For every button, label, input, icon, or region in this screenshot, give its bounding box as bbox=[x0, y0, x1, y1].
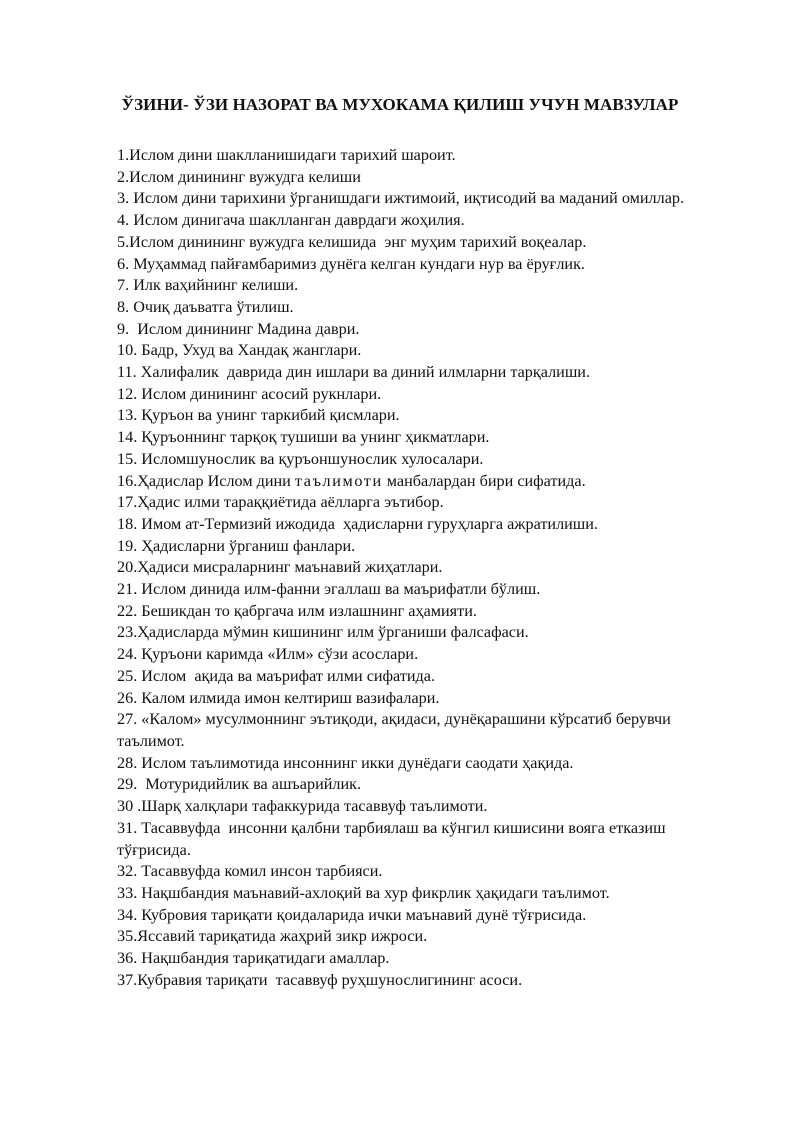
topic-item: 12. Ислом динининг асосий рукнлари. bbox=[117, 384, 382, 403]
document-title: ЎЗИНИ- ЎЗИ НАЗОРАТ ВА МУХОКАМА ҚИЛИШ УЧУН МАВЗУЛАР bbox=[121, 95, 679, 114]
topic-item: 3. Ислом дини тарихини ўрганишдаги ижтимоий, иқтисодий ва маданий омиллар. bbox=[117, 189, 685, 208]
topic-item: 24. Қуръони каримда «Илм» сўзи асослари. bbox=[117, 645, 419, 664]
topic-item: 23.Ҳадисларда мўмин кишининг илм ўрганиши фалсафаси. bbox=[117, 623, 529, 642]
topic-item: 11. Халифалик даврида дин ишлари ва диний илмларни тарқалиши. bbox=[117, 363, 591, 382]
topic-item: 17.Ҳадис илми тараққиётида аёлларга эътибор. bbox=[117, 493, 444, 512]
topic-item: 27. «Калом» мусулмоннинг эътиқоди, ақидаси, дунёқарашини кўрсатиб берувчи таълимот. bbox=[117, 710, 675, 750]
topic-item: 4. Ислом динигача шаклланган даврдаги жоҳилия. bbox=[117, 211, 465, 230]
topic-item: 6. Муҳаммад пайғамбаримиз дунёга келган кундаги нур ва ёруғлик. bbox=[117, 254, 585, 273]
topic-item: 18. Имом ат-Термизий ижодида ҳадисларни гуруҳларга ажратилиши. bbox=[117, 514, 598, 533]
topic-item: 37.Кубравия тариқати тасаввуф руҳшунослигининг асоси. bbox=[117, 970, 523, 989]
topic-item: 22. Бешикдан то қабргача илм излашнинг аҳамияти. bbox=[117, 601, 477, 620]
topics-list bbox=[117, 145, 717, 991]
topic-item: 13. Қуръон ва унинг таркибий қисмлари. bbox=[117, 406, 400, 425]
topic-item: 34. Кубровия тариқати қоидаларида ички маънавий дунё тўғрисида. bbox=[117, 905, 587, 924]
topic-item: 26. Калом илмида имон келтириш вазифалари. bbox=[117, 688, 440, 707]
topic-item: 36. Нақшбандия тариқатидаги амаллар. bbox=[117, 949, 390, 968]
topic-item: 14. Қуръоннинг тарқоқ тушиши ва унинг ҳикматлари. bbox=[117, 428, 490, 447]
topic-item: 32. Тасаввуфда комил инсон тарбияси. bbox=[117, 862, 383, 881]
topic-item: 29. Мотуридийлик ва ашъарийлик. bbox=[117, 775, 362, 794]
topic-item: 30 .Шарқ халқлари тафаккурида тасаввуф таълимоти. bbox=[117, 797, 488, 816]
topic-item: 28. Ислом таълимотида инсоннинг икки дунёдаги саодати ҳақида. bbox=[117, 753, 574, 772]
topic-item bbox=[117, 471, 717, 493]
topic-item: 7. Илк ваҳийнинг келиши. bbox=[117, 276, 299, 295]
topic-item: 9. Ислом динининг Мадина даври. bbox=[117, 319, 360, 338]
topic-item: 5.Ислом динининг вужудга келишида энг муҳим тарихий воқеалар. bbox=[117, 232, 587, 251]
topic-item: 21. Ислом динида илм-фанни эгаллаш ва маърифатли бўлиш. bbox=[117, 580, 541, 599]
topic-text-spaced: таълимоти bbox=[294, 471, 383, 490]
topic-item: 1.Ислом дини шаклланишидаги тарихий шароит. bbox=[117, 146, 456, 164]
topic-item: 19. Ҳадисларни ўрганиш фанлари. bbox=[117, 536, 356, 555]
topic-text: манбалардан бири сифатида. bbox=[382, 471, 586, 490]
topic-item: 33. Нақшбандия маънавий-ахлоқий ва хур фикрлик ҳақидаги таълимот. bbox=[117, 883, 610, 902]
topic-item: 10. Бадр, Ухуд ва Хандақ жанглари. bbox=[117, 341, 362, 360]
topic-item: 31. Тасаввуфда инсонни қалбни тарбиялаш ва кўнгил кишисини вояга етказиш тўғрисида. bbox=[117, 818, 670, 859]
topic-text: 16.Ҳадислар Ислом дини bbox=[117, 471, 295, 490]
topic-item: 8. Очиқ даъватга ўтилиш. bbox=[117, 297, 294, 316]
topic-item: 15. Исломшунослик ва қуръоншунослик хулосалари. bbox=[117, 449, 484, 468]
topic-item: 2.Ислом динининг вужудга келиши bbox=[117, 167, 361, 186]
topic-item: 25. Ислом ақида ва маърифат илми сифатида. bbox=[117, 666, 436, 685]
topic-item: 20.Ҳадиси мисраларнинг маънавий жиҳатлари. bbox=[117, 558, 443, 577]
topic-item: 35.Яссавий тариқатида жаҳрий зикр ижроси. bbox=[117, 927, 428, 946]
